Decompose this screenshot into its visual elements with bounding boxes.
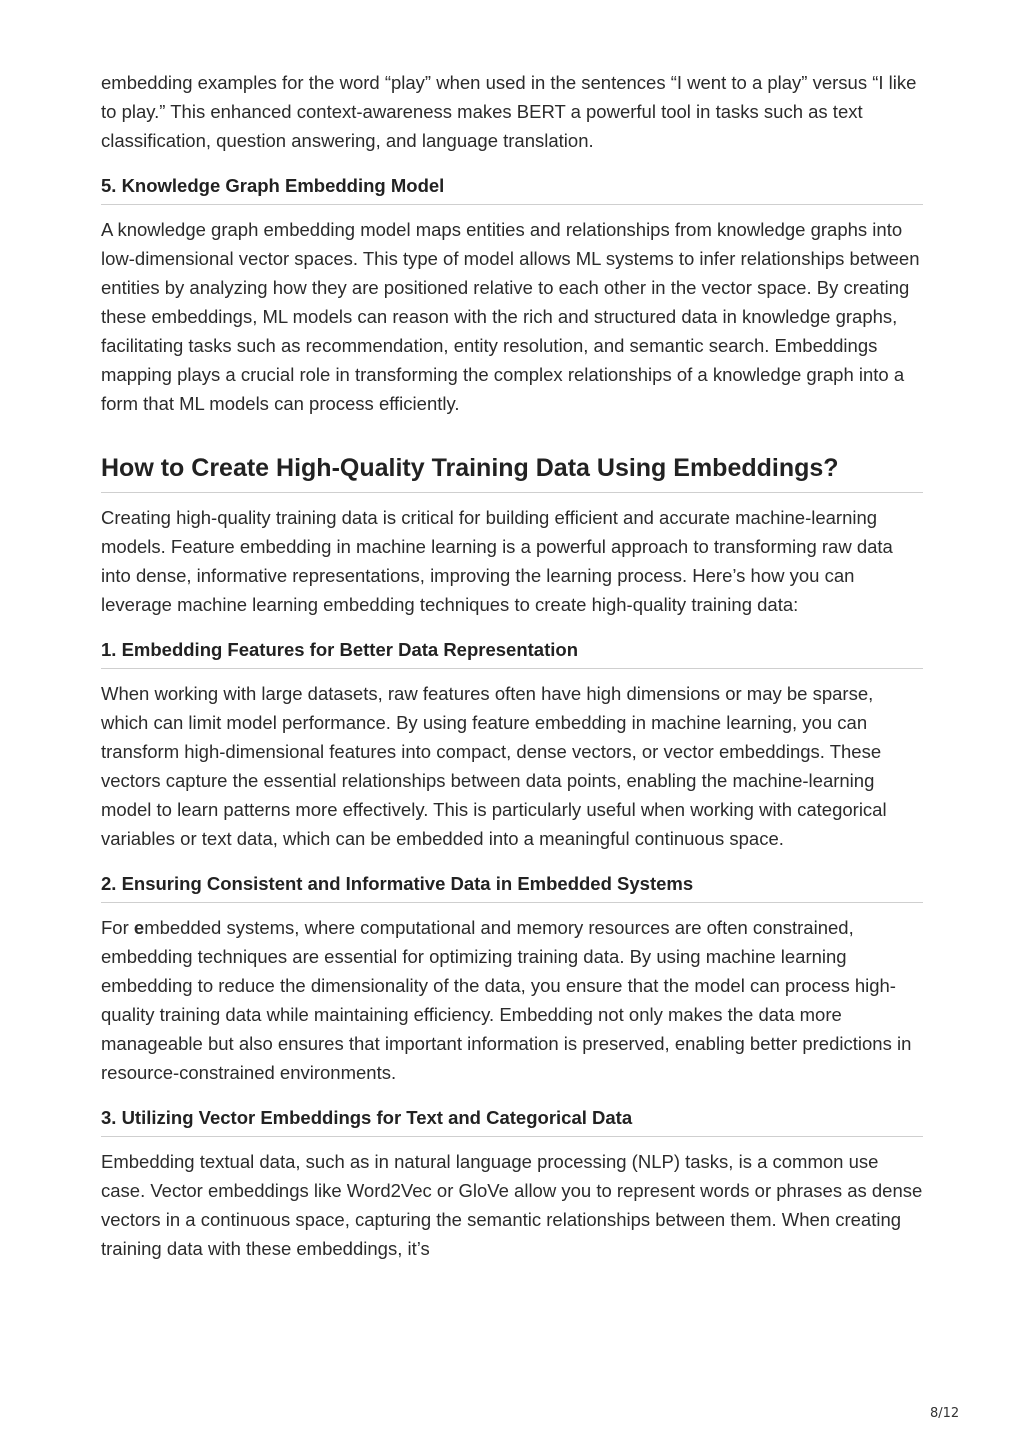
subsection-2-body-rest: mbedded systems, where computational and memory resources are often constrained, embedding techniques are essential for optimizing training data. By using machine learning embedding to reduce the dimensionality of the data, you ensure that the model can process high-quality training data while maintaining efficiency. Embedding not only makes the data more manageable but also ensures that important information is preserved, enabling better predictions in resource-constrained environments. bbox=[101, 917, 912, 1083]
subsection-3-heading: 3. Utilizing Vector Embeddings for Text and Categorical Data bbox=[101, 1106, 923, 1137]
section-5-body: A knowledge graph embedding model maps entities and relationships from knowledge graphs into low-dimensional vector spaces. This type of model allows ML systems to infer relationships between entities by analyzing how they are positioned relative to each other in the vector space. By creating these embeddings, ML models can reason with the rich and structured data in knowledge graphs, facilitating tasks such as recommendation, entity resolution, and semantic search. Embeddings mapping plays a crucial role in transforming the complex relationships of a knowledge graph into a form that ML models can process efficiently. bbox=[101, 219, 920, 414]
subsection-2-body bbox=[101, 913, 923, 1087]
main-section-heading: How to Create High-Quality Training Data Using Embeddings? bbox=[101, 452, 923, 493]
intro-paragraph: embedding examples for the word “play” when used in the sentences “I went to a play” versus “I like to play.” This enhanced context-awareness makes BERT a powerful tool in tasks such as text classification, question answering, and language translation. bbox=[101, 72, 917, 151]
page-number: 8/12 bbox=[930, 1406, 960, 1421]
subsection-2-body-prefix: For bbox=[101, 917, 134, 938]
section-5-heading: 5. Knowledge Graph Embedding Model bbox=[101, 174, 923, 205]
document-page bbox=[101, 68, 923, 1263]
subsection-2-body-bold-letter: e bbox=[133, 917, 145, 938]
subsection-1-body: When working with large datasets, raw features often have high dimensions or may be sparse, which can limit model performance. By using feature embedding in machine learning, you can transform high-dimensional features into compact, dense vectors, or vector embeddings. These vectors capture the essential relationships between data points, enabling the machine-learning model to learn patterns more effectively. This is particularly useful when working with categorical variables or text data, which can be embedded into a meaningful continuous space. bbox=[101, 683, 887, 849]
subsection-1-heading: 1. Embedding Features for Better Data Representation bbox=[101, 638, 923, 669]
subsection-2-heading: 2. Ensuring Consistent and Informative Data in Embedded Systems bbox=[101, 872, 923, 903]
main-section-body: Creating high-quality training data is critical for building efficient and accurate machine-learning models. Feature embedding in machine learning is a powerful approach to transforming raw data into dense, informative representations, improving the learning process. Here’s how you can leverage machine learning embedding techniques to create high-quality training data: bbox=[101, 507, 893, 615]
subsection-3-body: Embedding textual data, such as in natural language processing (NLP) tasks, is a common use case. Vector embeddings like Word2Vec or GloVe allow you to represent words or phrases as dense vectors in a continuous space, capturing the semantic relationships between them. When creating training data with these embeddings, it’s bbox=[101, 1151, 923, 1259]
